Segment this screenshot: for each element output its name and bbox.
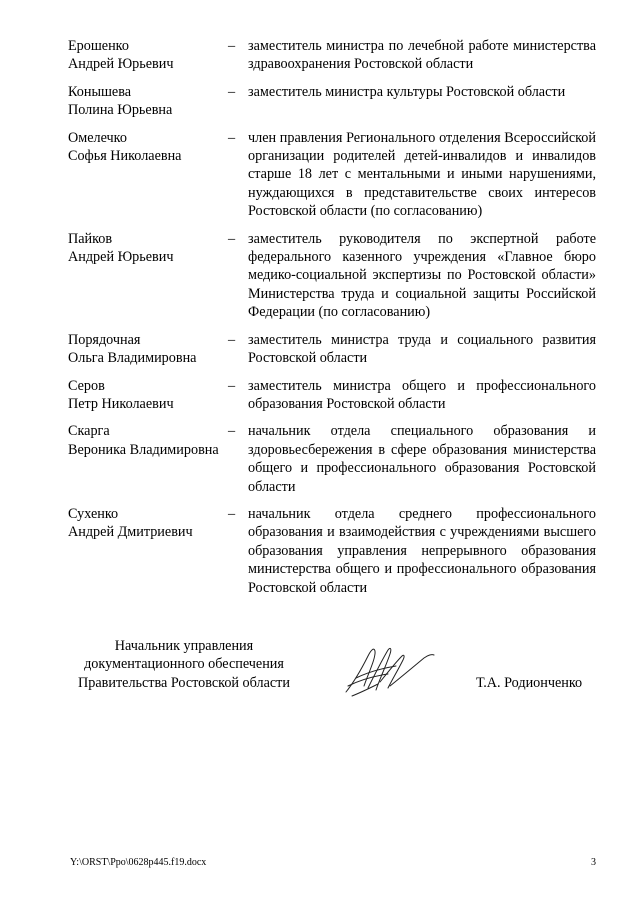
dash: – [228,38,236,54]
dash: – [228,505,236,522]
signatory-title-line: Правительства Ростовской области [78,674,290,691]
member-surname: Ерошенко [68,38,129,54]
member-row [68,129,596,221]
member-name [68,377,228,414]
member-position: заместитель министра общего и профессионального образования Ростовской области [248,377,596,412]
member-surname: Серов [68,377,105,394]
member-row [68,505,596,597]
member-row [68,422,596,496]
signature-block [0,637,640,697]
dash: – [228,377,236,394]
member-name [68,129,228,221]
member-surname: Скарга [68,423,110,440]
member-given-name: Ольга Владимировна [68,350,197,367]
member-surname: Порядочная [68,331,141,348]
handwritten-signature-icon [340,642,436,698]
member-name [68,505,228,597]
member-row [68,230,596,322]
member-name [68,37,228,74]
member-given-name: Андрей Юрьевич [68,56,174,73]
member-given-name: Андрей Юрьевич [68,249,174,266]
signatory-title [62,637,306,692]
member-given-name: Петр Николаевич [68,395,174,412]
member-position: член правления Регионального отделения Всероссийской организации родителей детей-инвалидов и инвалидов старше 18 лет с ментальными и иными нарушениями, нуждающихся в представительстве своих интересов Ростовской области (по согласованию) [248,129,596,220]
member-given-name: Софья Николаевна [68,148,182,165]
member-surname: Пайков [68,230,113,247]
member-position: заместитель министра труда и социального развития Ростовской области [248,331,596,367]
dash: – [228,331,236,348]
member-surname: Омелечко [68,129,127,146]
member-position: заместитель министра культуры Ростовской области [248,83,566,100]
dash: – [228,129,236,146]
member-row [68,83,596,120]
member-surname: Конышева [68,83,132,100]
signatory-title-line: Начальник управления [114,638,254,654]
member-name [68,422,228,496]
member-name [68,83,228,120]
member-name [68,331,228,368]
member-row [68,37,596,74]
page-number: 3 [591,857,596,868]
signer-name: Т.А. Родионченко [476,675,583,691]
members-list [68,37,596,606]
dash: – [228,423,236,440]
member-position: начальник отдела специального образования и здоровьесбережения в сфере образования министерства общего и профессионального образования Ростовской области [248,423,596,495]
dash: – [228,230,236,247]
member-position: начальник отдела среднего профессионального образования и взаимодействия с учреждениями высшего образования управления непрерывного образования министерства общего и профессионального образования Ростовской области [248,505,596,596]
dash: – [228,83,236,100]
member-position: заместитель руководителя по экспертной работе федерального казенного учреждения «Главное бюро медико-социальной экспертизы по Ростовской области» Министерства труда и социальной защиты Российской Федерации (по согласованию) [248,230,596,321]
member-row [68,377,596,414]
file-path: Y:\ORST\Ppo\0628p445.f19.docx [70,857,207,868]
member-surname: Сухенко [68,505,119,522]
member-given-name: Полина Юрьевна [68,102,173,119]
member-name [68,230,228,322]
member-position: заместитель министра по лечебной работе министерства здравоохранения Ростовской области [248,38,596,73]
member-row [68,331,596,368]
member-given-name: Вероника Владимировна [68,441,219,458]
member-given-name: Андрей Дмитриевич [68,524,193,541]
signatory-title-line: документационного обеспечения [84,656,284,673]
